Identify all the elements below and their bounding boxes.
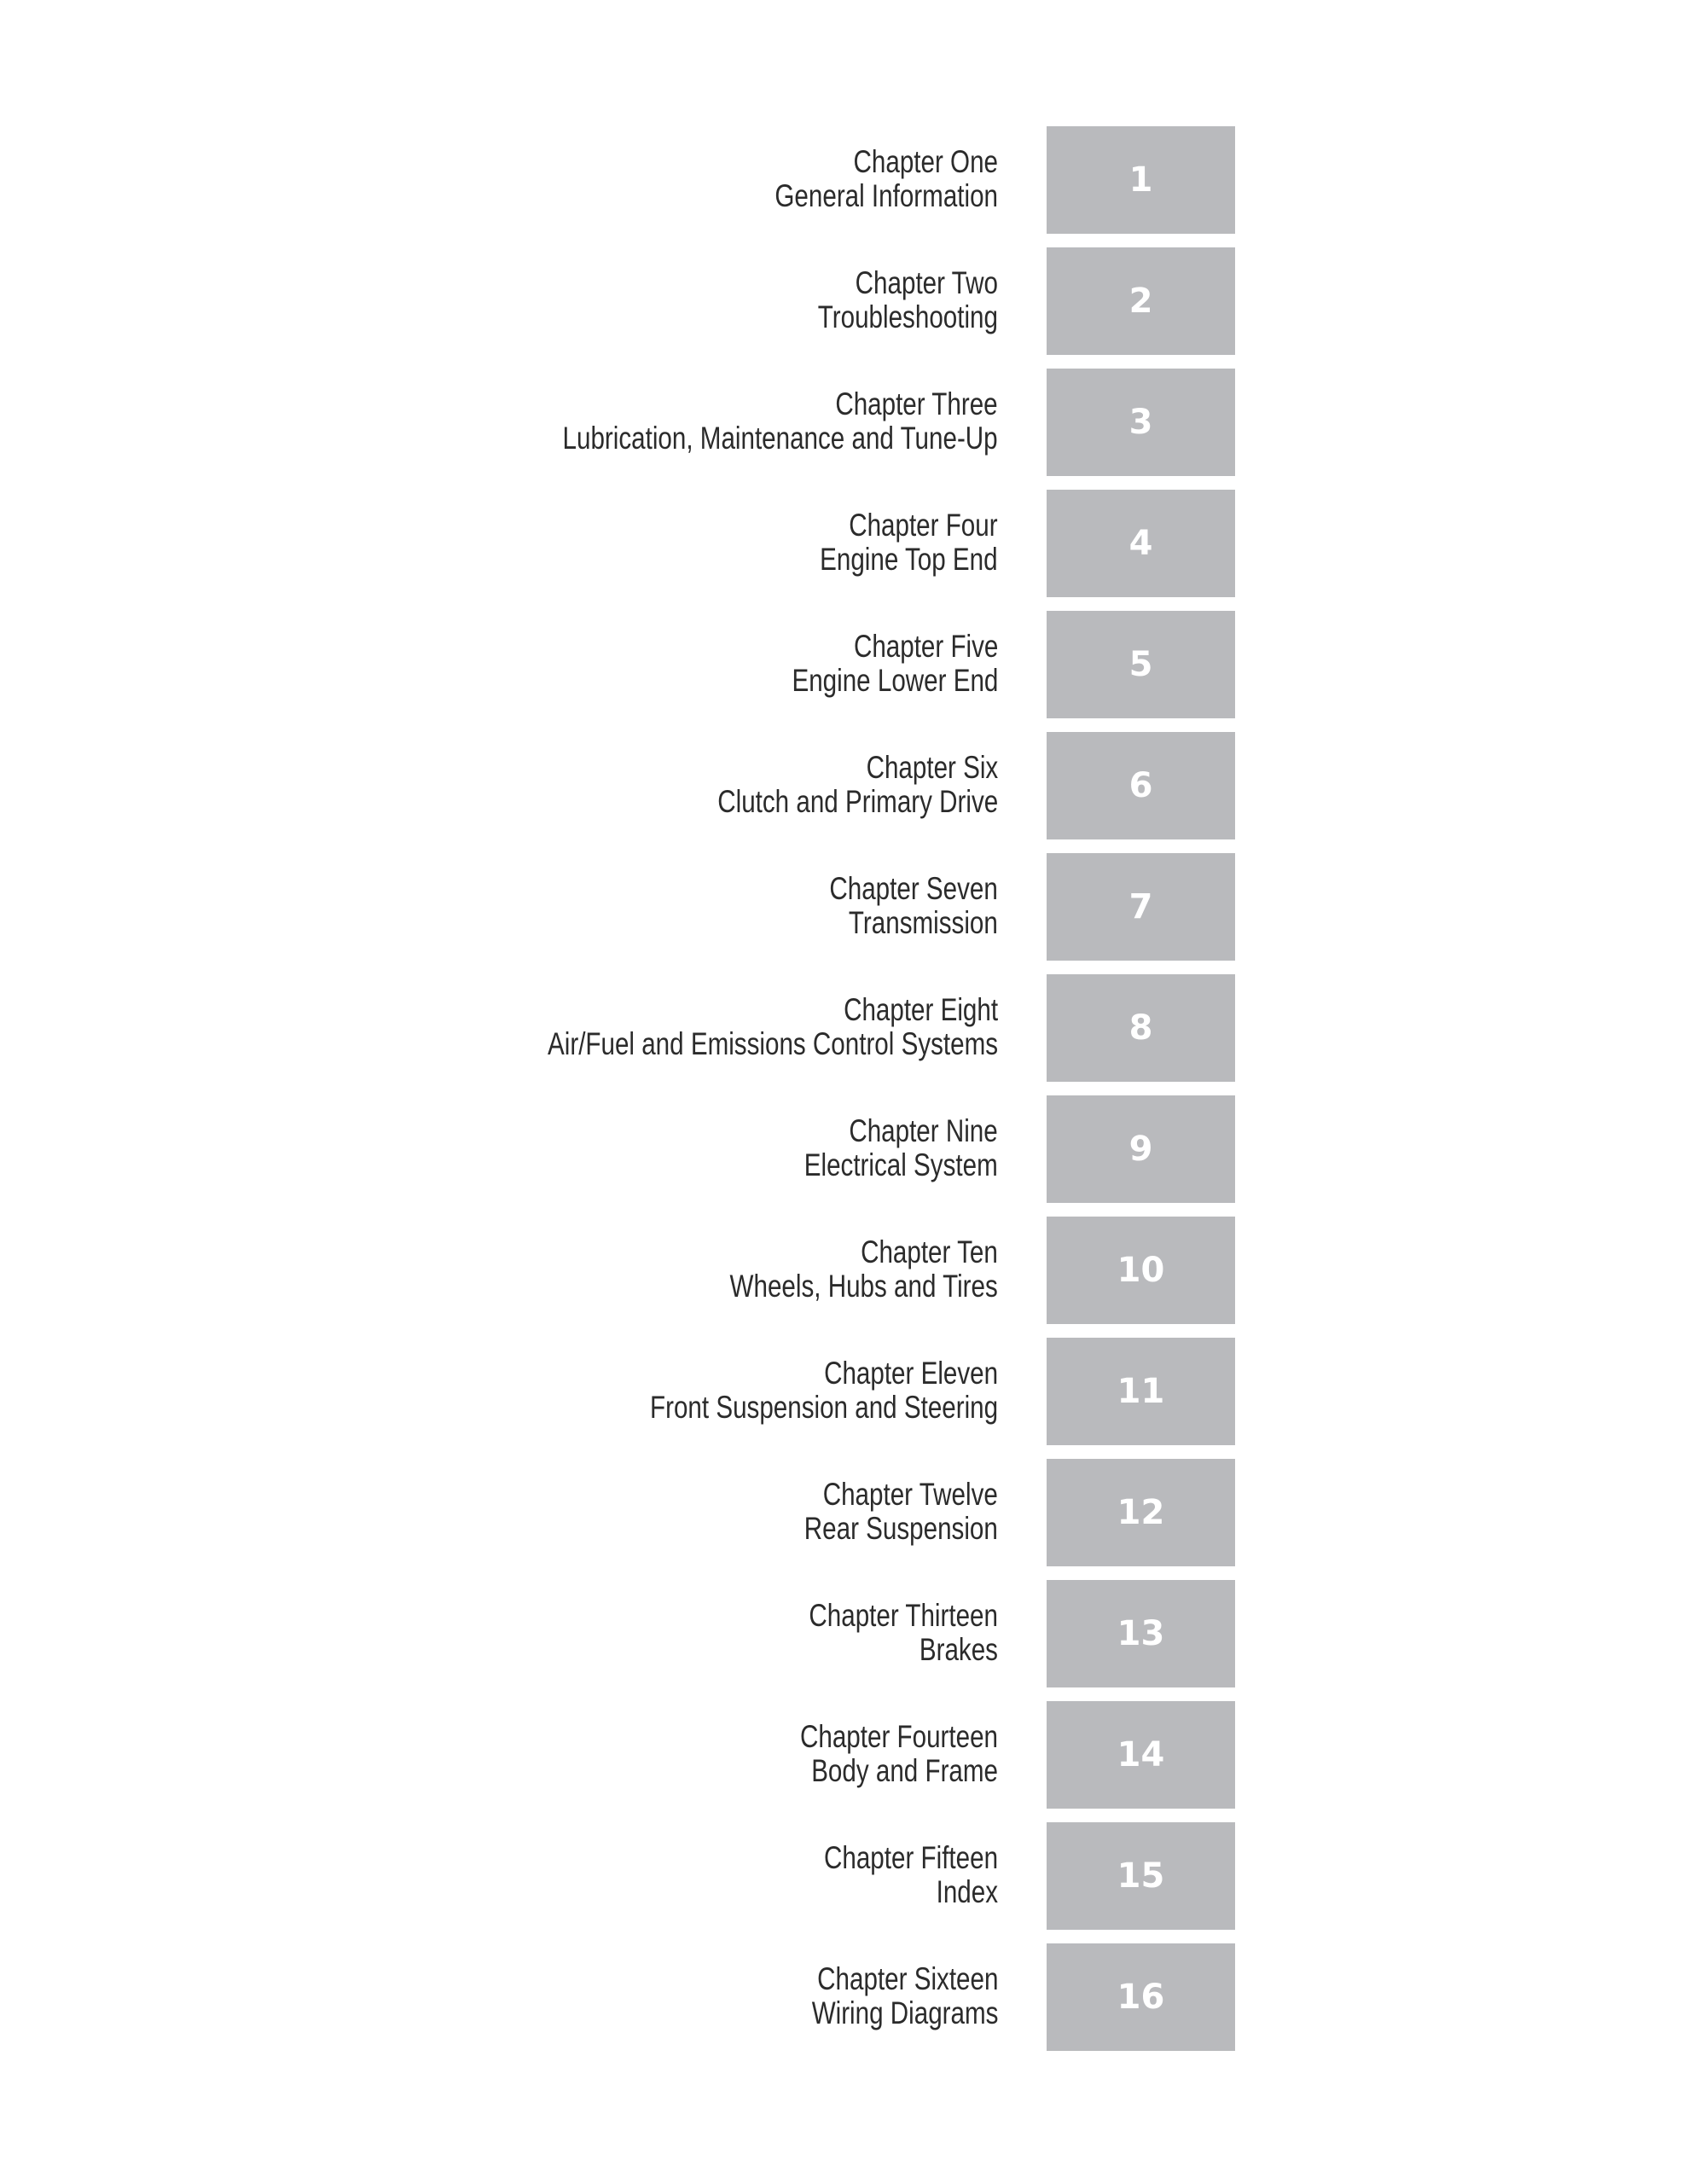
chapter-title[interactable]: Rear Suspension xyxy=(803,1511,998,1546)
chapter-tab-11[interactable]: 11 xyxy=(1047,1338,1235,1445)
chapter-titles-12 xyxy=(804,1478,998,1546)
chapter-row-7 xyxy=(0,853,1694,961)
chapter-titles-10 xyxy=(730,1235,998,1304)
chapter-row-11 xyxy=(0,1338,1694,1445)
chapter-titles-14 xyxy=(800,1720,998,1788)
chapter-tab-16[interactable]: 16 xyxy=(1047,1943,1235,2051)
chapter-row-12 xyxy=(0,1459,1694,1566)
chapter-tab-14[interactable]: 14 xyxy=(1047,1701,1235,1809)
chapter-titles-7 xyxy=(830,872,998,940)
chapter-titles-13 xyxy=(809,1599,998,1667)
chapter-tab-13[interactable]: 13 xyxy=(1047,1580,1235,1687)
chapter-title[interactable]: Clutch and Primary Drive xyxy=(717,784,998,819)
chapter-tab-15[interactable]: 15 xyxy=(1047,1822,1235,1930)
chapter-label: Chapter Twelve xyxy=(822,1477,998,1512)
chapter-title[interactable]: Engine Lower End xyxy=(792,663,998,698)
chapter-titles-3 xyxy=(563,387,998,456)
chapter-title[interactable]: Index xyxy=(936,1874,998,1909)
chapter-label: Chapter Four xyxy=(849,508,998,543)
chapter-titles-16 xyxy=(811,1962,998,2030)
chapter-title[interactable]: Front Suspension and Steering xyxy=(649,1390,998,1425)
chapter-row-14 xyxy=(0,1701,1694,1809)
chapter-row-10 xyxy=(0,1217,1694,1324)
chapter-tab-7[interactable]: 7 xyxy=(1047,853,1235,961)
chapter-titles-8 xyxy=(548,993,998,1061)
chapter-tab-4[interactable]: 4 xyxy=(1047,490,1235,597)
chapter-row-13 xyxy=(0,1580,1694,1687)
chapter-title[interactable]: Wiring Diagrams xyxy=(811,1995,998,2030)
chapter-titles-11 xyxy=(650,1356,998,1425)
chapter-title[interactable]: Brakes xyxy=(919,1632,998,1667)
chapter-title[interactable]: Engine Top End xyxy=(820,542,998,577)
chapter-tab-5[interactable]: 5 xyxy=(1047,611,1235,718)
chapter-label: Chapter Six xyxy=(866,750,998,785)
chapter-row-15 xyxy=(0,1822,1694,1930)
chapter-titles-4 xyxy=(821,508,998,577)
chapter-tab-8[interactable]: 8 xyxy=(1047,974,1235,1082)
chapter-label: Chapter Eleven xyxy=(823,1356,998,1391)
chapter-title[interactable]: Wheels, Hubs and Tires xyxy=(729,1269,998,1304)
chapter-label: Chapter Nine xyxy=(849,1113,998,1148)
chapter-label: Chapter Ten xyxy=(861,1234,998,1269)
chapter-title[interactable]: Transmission xyxy=(849,905,998,940)
chapter-label: Chapter Seven xyxy=(829,871,998,906)
chapter-row-9 xyxy=(0,1095,1694,1203)
chapter-row-8 xyxy=(0,974,1694,1082)
chapter-tab-10[interactable]: 10 xyxy=(1047,1217,1235,1324)
chapter-label: Chapter Two xyxy=(855,265,998,300)
chapter-label: Chapter Fourteen xyxy=(799,1719,998,1754)
chapter-label: Chapter Eight xyxy=(844,992,998,1027)
chapter-label: Chapter Three xyxy=(835,386,998,421)
chapter-label: Chapter Sixteen xyxy=(816,1961,998,1996)
chapter-title[interactable]: Body and Frame xyxy=(811,1753,998,1788)
chapter-title[interactable]: Air/Fuel and Emissions Control Systems xyxy=(547,1026,998,1061)
chapter-tab-3[interactable]: 3 xyxy=(1047,369,1235,476)
chapter-title[interactable]: Troubleshooting xyxy=(817,299,998,334)
chapter-row-16 xyxy=(0,1943,1694,2051)
chapter-tab-1[interactable]: 1 xyxy=(1047,126,1235,234)
chapter-label: Chapter Thirteen xyxy=(809,1598,998,1633)
chapter-titles-2 xyxy=(818,266,998,334)
chapter-label: Chapter Fifteen xyxy=(823,1840,998,1875)
chapter-titles-6 xyxy=(717,751,998,819)
chapter-titles-1 xyxy=(774,145,998,213)
chapter-row-3 xyxy=(0,369,1694,476)
chapter-title[interactable]: Lubrication, Maintenance and Tune-Up xyxy=(562,421,998,456)
chapter-row-6 xyxy=(0,732,1694,839)
chapter-index xyxy=(0,126,1694,2065)
chapter-title[interactable]: Electrical System xyxy=(804,1147,998,1182)
chapter-titles-15 xyxy=(824,1841,998,1909)
chapter-titles-9 xyxy=(804,1114,998,1182)
chapter-row-1 xyxy=(0,126,1694,234)
chapter-label: Chapter Five xyxy=(853,629,998,664)
chapter-tab-12[interactable]: 12 xyxy=(1047,1459,1235,1566)
chapter-row-5 xyxy=(0,611,1694,718)
chapter-title[interactable]: General Information xyxy=(774,178,998,213)
chapter-titles-5 xyxy=(792,630,998,698)
chapter-tab-9[interactable]: 9 xyxy=(1047,1095,1235,1203)
chapter-row-2 xyxy=(0,247,1694,355)
chapter-row-4 xyxy=(0,490,1694,597)
chapter-tab-2[interactable]: 2 xyxy=(1047,247,1235,355)
chapter-tab-6[interactable]: 6 xyxy=(1047,732,1235,839)
chapter-label: Chapter One xyxy=(853,144,998,179)
